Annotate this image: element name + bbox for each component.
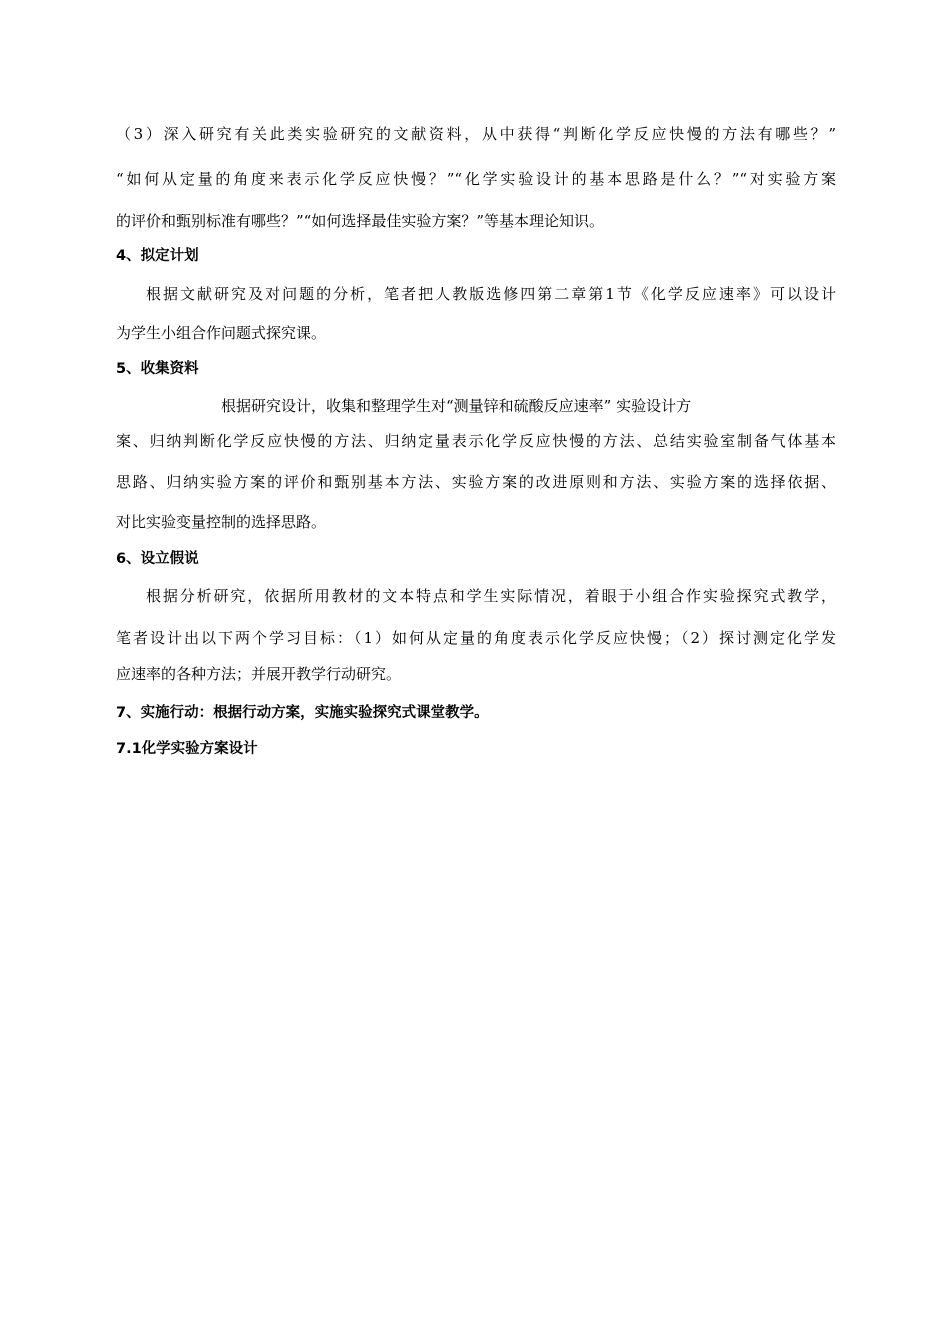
section6-line-2: 笔者设计出以下两个学习目标：（1）如何从定量的角度表示化学反应快慢；（2）探讨测定化学发 <box>116 629 836 647</box>
section6-line-3: 应速率的各种方法；并展开教学行动研究。 <box>116 665 402 683</box>
section5-line-4: 对比实验变量控制的选择思路。 <box>116 513 327 531</box>
section5-line-2: 案、归纳判断化学反应快慢的方法、归纳定量表示化学反应快慢的方法、总结实验室制备气体基本 <box>116 432 836 450</box>
section4-line-1: 根据文献研究及对问题的分析，笔者把人教版选修四第二章第1节《化学反应速率》可以设计 <box>146 285 836 303</box>
item3-line-1: （3）深入研究有关此类实验研究的文献资料，从中获得“判断化学反应快慢的方法有哪些？” <box>116 125 836 143</box>
section71-heading: 7.1化学实验方案设计 <box>116 741 258 757</box>
section6-heading: 6、设立假说 <box>116 551 199 567</box>
section6-line-1: 根据分析研究，依据所用教材的文本特点和学生实际情况，着眼于小组合作实验探究式教学， <box>146 587 836 605</box>
section4-heading: 4、拟定计划 <box>116 248 199 264</box>
item3-line-3: 的评价和甄别标准有哪些？”“如何选择最佳实验方案？”等基本理论知识。 <box>116 212 605 230</box>
section5-line-1: 根据研究设计，收集和整理学生对“测量锌和硫酸反应速率” 实验设计方 <box>221 397 692 415</box>
section4-line-2: 为学生小组合作问题式探究课。 <box>116 324 327 342</box>
item3-line-2: “如何从定量的角度来表示化学反应快慢？”“化学实验设计的基本思路是什么？”“对实验方案 <box>116 170 836 188</box>
section5-heading: 5、收集资料 <box>116 361 199 377</box>
section5-line-3: 思路、归纳实验方案的评价和甄别基本方法、实验方案的改进原则和方法、实验方案的选择依据、 <box>116 473 836 491</box>
section7-heading: 7、实施行动：根据行动方案，实施实验探究式课堂教学。 <box>116 705 489 721</box>
